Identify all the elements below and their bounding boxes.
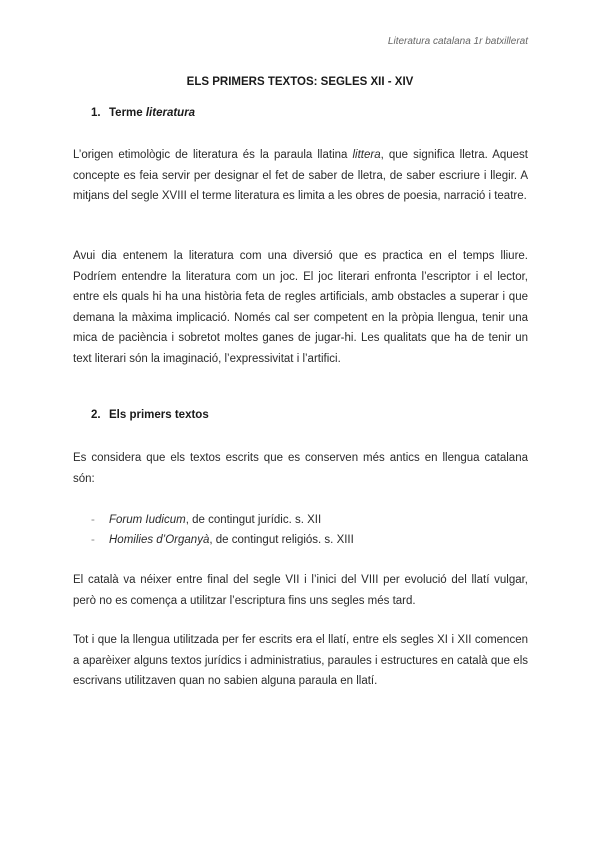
section-1-paragraph-1-text: L’origen etimològic de literatura és la paraula llatina xyxy=(73,149,353,161)
section-2-paragraph-2: El català va néixer entre final del segle VII i l’inici del VIII per evolució del llatí vulgar, però no es comença a utilitzar l’escriptura fins uns segles més tard. xyxy=(73,574,528,607)
section-1-heading-text: Terme xyxy=(109,107,146,119)
list-item-text: , de contingut religiós. s. XIII xyxy=(209,534,354,546)
section-2-paragraph-3: Tot i que la llengua utilitzada per fer escrits era el llatí, entre els segles XI i XII comencen a aparèixer alguns textos jurídics i administratius, paraules i estructures en català que els escrivans utilitzaven quan no sabien alguna paraula en llatí. xyxy=(73,634,528,688)
section-1-paragraph-1 xyxy=(73,145,528,207)
early-texts-list xyxy=(91,510,354,550)
list-item xyxy=(91,510,354,530)
section-1-number: 1. xyxy=(91,107,101,119)
section-2-heading xyxy=(91,409,209,421)
section-2-heading-text: Els primers textos xyxy=(109,409,209,421)
section-1-heading-italic: literatura xyxy=(145,107,196,119)
section-1-paragraph-1-italic: littera xyxy=(352,149,381,161)
page-header: Literatura catalana 1r batxillerat xyxy=(387,36,528,47)
section-1-paragraph-2: Avui dia entenem la literatura com una diversió que es practica en el temps lliure. Podríem entendre la literatura com un joc. El joc literari enfronta l’escriptor i el lector, entre els quals hi ha una història feta de regles artificials, amb obstacles a superar i que demana la màxima implicació. Només cal ser competent en la pròpia llengua, tenir una mica de paciència i sobretot moltes ganes de jugar-hi. Les qualitats que ha de tenir un text literari són la imaginació, l’expressivitat i l’artifici. xyxy=(73,250,528,365)
section-1-paragraph-1-text-end: , que significa lletra. Aquest concepte es feia servir per designar el fet de saber de lletra, de saber escriure i llegir. A mitjans del segle XVIII el terme literatura es limita a les obres de poesia, narració i teatre. xyxy=(73,149,528,203)
document-title: ELS PRIMERS TEXTOS: SEGLES XII - XIV xyxy=(186,76,414,88)
list-item-title: Forum Iudicum xyxy=(109,514,186,526)
section-2-number: 2. xyxy=(91,409,101,421)
list-dash: - xyxy=(91,534,95,546)
list-dash: - xyxy=(91,514,95,526)
list-item-text: , de contingut jurídic. s. XII xyxy=(185,514,322,526)
list-item xyxy=(91,530,354,550)
list-item-title: Homilies d’Organyà xyxy=(109,534,210,546)
section-2-paragraph-1: Es considera que els textos escrits que es conserven més antics en llengua catalana són: xyxy=(73,452,528,485)
section-1-heading xyxy=(91,107,195,119)
